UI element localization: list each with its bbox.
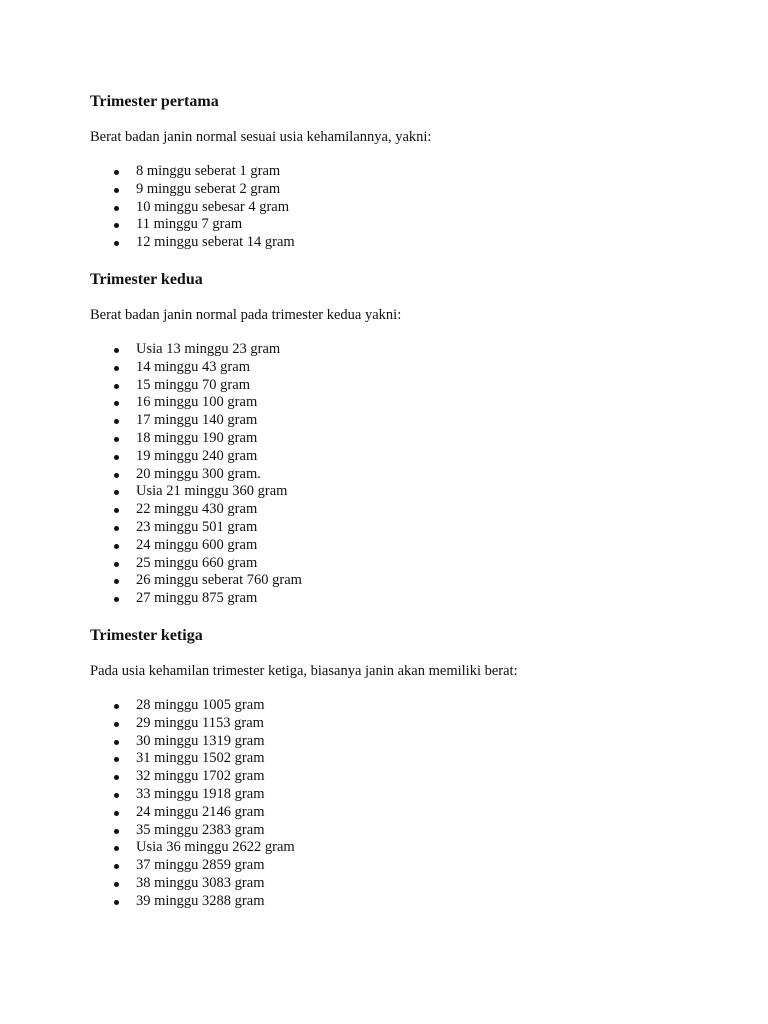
weight-list xyxy=(90,341,730,608)
section-trimester-kedua xyxy=(90,270,730,608)
list-item: 24 minggu 600 gram xyxy=(90,537,730,555)
list-item: 31 minggu 1502 gram xyxy=(90,750,730,768)
list-item: 29 minggu 1153 gram xyxy=(90,715,730,733)
list-item: 37 minggu 2859 gram xyxy=(90,857,730,875)
list-item: Usia 36 minggu 2622 gram xyxy=(90,839,730,857)
list-item: 26 minggu seberat 760 gram xyxy=(90,572,730,590)
list-item: 24 minggu 2146 gram xyxy=(90,804,730,822)
list-item: 25 minggu 660 gram xyxy=(90,555,730,573)
list-item: 38 minggu 3083 gram xyxy=(90,875,730,893)
list-item: 11 minggu 7 gram xyxy=(90,216,730,234)
list-item: 20 minggu 300 gram. xyxy=(90,466,730,484)
list-item: 16 minggu 100 gram xyxy=(90,394,730,412)
list-item: 35 minggu 2383 gram xyxy=(90,822,730,840)
list-item: 22 minggu 430 gram xyxy=(90,501,730,519)
weight-list xyxy=(90,163,730,252)
list-item: 32 minggu 1702 gram xyxy=(90,768,730,786)
list-item: 14 minggu 43 gram xyxy=(90,359,730,377)
section-heading: Trimester pertama xyxy=(90,93,219,110)
list-item: 39 minggu 3288 gram xyxy=(90,893,730,911)
list-item: 17 minggu 140 gram xyxy=(90,412,730,430)
list-item: Usia 21 minggu 360 gram xyxy=(90,483,730,501)
list-item: 18 minggu 190 gram xyxy=(90,430,730,448)
list-item: 23 minggu 501 gram xyxy=(90,519,730,537)
section-intro: Berat badan janin normal pada trimester kedua yakni: xyxy=(90,306,402,323)
section-heading: Trimester kedua xyxy=(90,270,203,288)
list-item: 19 minggu 240 gram xyxy=(90,448,730,466)
section-intro: Pada usia kehamilan trimester ketiga, biasanya janin akan memiliki berat: xyxy=(90,662,518,679)
list-item: 30 minggu 1319 gram xyxy=(90,733,730,751)
list-item: 8 minggu seberat 1 gram xyxy=(90,163,730,181)
list-item: Usia 13 minggu 23 gram xyxy=(90,341,730,359)
list-item: 28 minggu 1005 gram xyxy=(90,697,730,715)
list-item: 33 minggu 1918 gram xyxy=(90,786,730,804)
weight-list xyxy=(90,697,730,911)
section-intro: Berat badan janin normal sesuai usia kehamilannya, yakni: xyxy=(90,129,432,145)
section-heading: Trimester ketiga xyxy=(90,626,203,644)
list-item: 10 minggu sebesar 4 gram xyxy=(90,199,730,217)
list-item: 27 minggu 875 gram xyxy=(90,590,730,608)
list-item: 15 minggu 70 gram xyxy=(90,377,730,395)
list-item: 9 minggu seberat 2 gram xyxy=(90,181,730,199)
section-trimester-pertama xyxy=(90,92,730,252)
list-item: 12 minggu seberat 14 gram xyxy=(90,234,730,252)
document-page xyxy=(90,92,730,911)
section-trimester-ketiga xyxy=(90,626,730,911)
